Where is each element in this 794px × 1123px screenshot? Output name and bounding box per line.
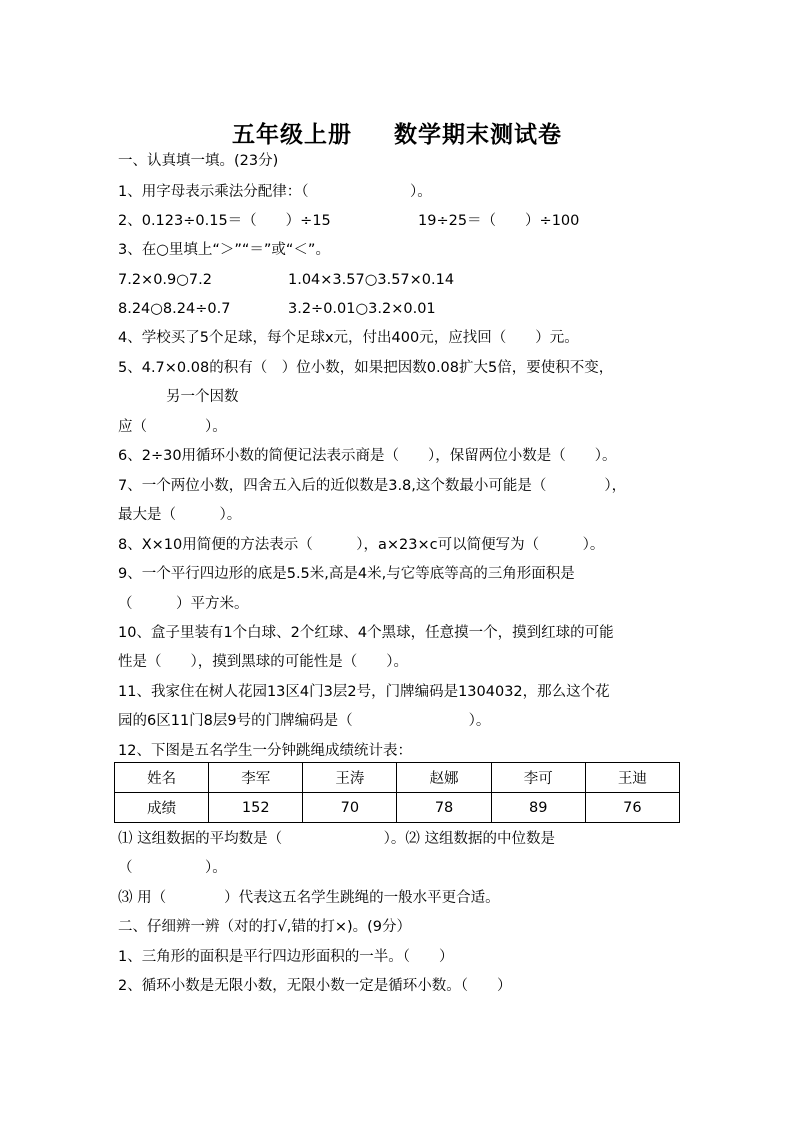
question-4: 4、学校买了5个足球，每个足球x元，付出400元，应找回（ ）元。 [118, 330, 579, 346]
question-2 [118, 211, 580, 231]
table-cell-score: 89 [491, 793, 585, 823]
question-8: 8、X×10用简便的方法表示（ ），a×23×c可以简便写为（ ）。 [118, 537, 605, 553]
sub-question-2-blank: （ ）。 [118, 860, 227, 876]
question-9-line2: （ ）平方米。 [118, 596, 249, 612]
judge-question-2: 2、循环小数是无限小数，无限小数一定是循环小数。（ ） [118, 978, 512, 994]
table-cell-score: 78 [397, 793, 491, 823]
table-row-label: 成绩 [115, 793, 209, 823]
question-10-line2: 性是（ ），摸到黑球的可能性是（ ）。 [118, 654, 408, 670]
table-cell-score: 152 [209, 793, 303, 823]
judge-question-1: 1、三角形的面积是平行四边形面积的一半。（ ） [118, 949, 454, 965]
question-11-line2: 园的6区11门8层9号的门牌编码是（ ）。 [118, 713, 491, 729]
question-10-line1: 10、盒子里装有1个白球、2个红球、4个黑球，任意摸一个，摸到红球的可能 [118, 625, 614, 641]
sub-question-3: ⑶ 用（ ）代表这五名学生跳绳的一般水平更合适。 [118, 890, 500, 906]
question-6: 6、2÷30用循环小数的简便记法表示商是（ ），保留两位小数是（ ）。 [118, 448, 617, 464]
compare-2: 1.04×3.57○3.57×0.14 [288, 272, 455, 288]
section2-heading: 二、仔细辨一辨（对的打√,错的打×)。(9分） [118, 919, 412, 935]
compare-3: 8.24○8.24÷0.7 [118, 301, 231, 317]
question-11-line1: 11、我家住在树人花园13区4门3层2号，门牌编码是1304032，那么这个花 [118, 684, 610, 700]
table-header-label: 姓名 [115, 763, 209, 793]
table-cell-name: 王迪 [585, 763, 679, 793]
table-cell-name: 王涛 [303, 763, 397, 793]
table-row [115, 763, 680, 793]
compare-4: 3.2÷0.01○3.2×0.01 [288, 301, 436, 317]
table-cell-score: 76 [585, 793, 679, 823]
compare-1: 7.2×0.9○7.2 [118, 272, 212, 288]
table-row [115, 793, 680, 823]
question-5-line1: 5、4.7×0.08的积有（ ）位小数，如果把因数0.08扩大5倍，要使积不变， [118, 360, 614, 376]
table-cell-name: 李军 [209, 763, 303, 793]
title-grade: 五年级上册 [232, 121, 352, 148]
score-table [114, 762, 680, 823]
question-12: 12、下图是五名学生一分钟跳绳成绩统计表： [118, 743, 412, 759]
table-cell-name: 李可 [491, 763, 585, 793]
page-title [0, 116, 794, 149]
question-2a: 2、0.123÷0.15＝（ ）÷15 [118, 213, 331, 229]
question-2b: 19÷25＝（ ）÷100 [418, 213, 580, 229]
table-cell-name: 赵娜 [397, 763, 491, 793]
question-5-line2: 另一个因数 [166, 389, 239, 405]
section1-heading: 一、认真填一填。(23分) [118, 153, 279, 169]
title-subject: 数学期末测试卷 [394, 121, 562, 148]
question-3: 3、在○里填上“＞”“＝”或“＜”。 [118, 242, 330, 258]
sub-question-1-2: ⑴ 这组数据的平均数是（ ）。⑵ 这组数据的中位数是 [118, 831, 555, 847]
question-3-row1 [118, 270, 518, 290]
question-1: 1、用字母表示乘法分配律：（ ）。 [118, 184, 432, 200]
question-9-line1: 9、一个平行四边形的底是5.5米,高是4米,与它等底等高的三角形面积是 [118, 566, 575, 582]
table-cell-score: 70 [303, 793, 397, 823]
question-7-line2: 最大是（ ）。 [118, 507, 242, 523]
question-7-line1: 7、一个两位小数，四舍五入后的近似数是3.8,这个数最小可能是（ ）， [118, 478, 627, 494]
question-5-line3: 应（ ）。 [118, 419, 227, 435]
question-3-row2 [118, 299, 518, 319]
